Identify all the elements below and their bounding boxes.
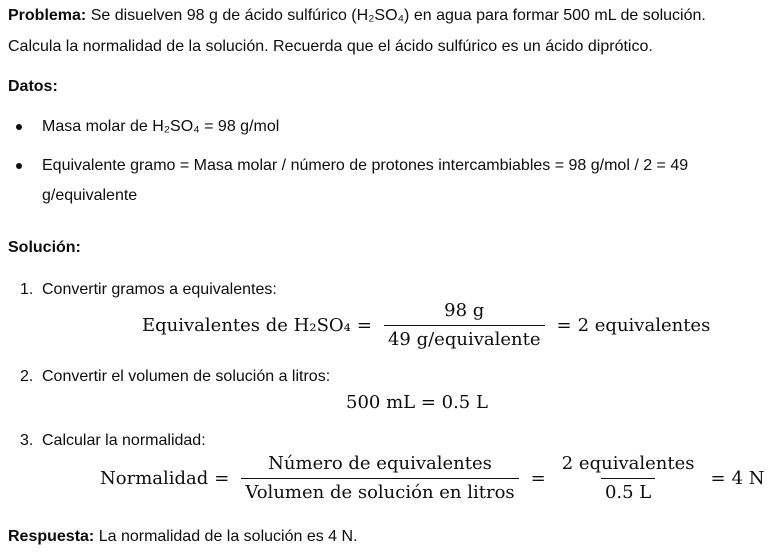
step-2-text: Convertir el volumen de solución a litros: [42, 368, 331, 385]
step-3-denominator-2: 0.5 L [601, 478, 655, 504]
step-1-fraction [384, 300, 545, 351]
step-3-numerator-1: Número de equivalentes [268, 453, 492, 474]
datos-item-1: Masa molar de H₂SO₄ = 98 g/mol [42, 118, 280, 135]
step-1-rhs: 2 equivalentes [577, 315, 711, 336]
step-2-equation: 500 mL = 0.5 L [346, 392, 488, 413]
step-3-number: 3. [20, 432, 34, 449]
step-1-text: Convertir gramos a equivalentes: [42, 281, 277, 298]
equals-sign: = [556, 315, 572, 336]
step-3-lhs: Normalidad [100, 468, 209, 489]
step-3-text: Calcular la normalidad: [42, 432, 206, 449]
bullet-dot [16, 163, 22, 169]
step-1-lhs: Equivalentes de H₂SO₄ [142, 315, 351, 336]
answer-text: La normalidad de la solución es 4 N. [94, 528, 358, 545]
answer-line [8, 526, 358, 548]
step-1-number: 1. [20, 281, 34, 298]
step-1-numerator: 98 g [444, 300, 485, 321]
equals-sign: = [530, 468, 546, 489]
problem-line-1 [8, 5, 706, 27]
step-3-numerator-2: 2 equivalentes [561, 453, 695, 474]
equals-sign: = [710, 468, 726, 489]
step-1-equation [142, 300, 710, 351]
equals-sign: = [356, 315, 372, 336]
step-3-equation [100, 453, 765, 504]
datos-item-2: Equivalente gramo = Masa molar / número de protones intercambiables = 98 g/mol / 2 = 49 [42, 157, 689, 174]
step-2-number: 2. [20, 368, 34, 385]
datos-heading: Datos: [8, 78, 58, 95]
problem-line-2: Calcula la normalidad de la solución. Recuerda que el ácido sulfúrico es un ácido diprótico. [8, 38, 653, 55]
datos-item-2-cont: g/equivalente [42, 187, 138, 204]
bullet-dot [16, 124, 22, 130]
step-3-fraction-2 [558, 453, 699, 504]
step-3-fraction-1 [241, 453, 518, 504]
solucion-heading: Solución: [8, 239, 81, 256]
step-1-denominator: 49 g/equivalente [384, 325, 545, 351]
problem-text-1: Se disuelven 98 g de ácido sulfúrico (H₂SO₄) en agua para formar 500 mL de solución. [86, 7, 706, 24]
problem-label: Problema: [8, 7, 87, 24]
equals-sign: = [214, 468, 230, 489]
answer-label: Respuesta: [8, 528, 95, 545]
step-3-rhs: 4 N [731, 468, 765, 489]
step-3-denominator-1: Volumen de solución en litros [241, 478, 518, 504]
